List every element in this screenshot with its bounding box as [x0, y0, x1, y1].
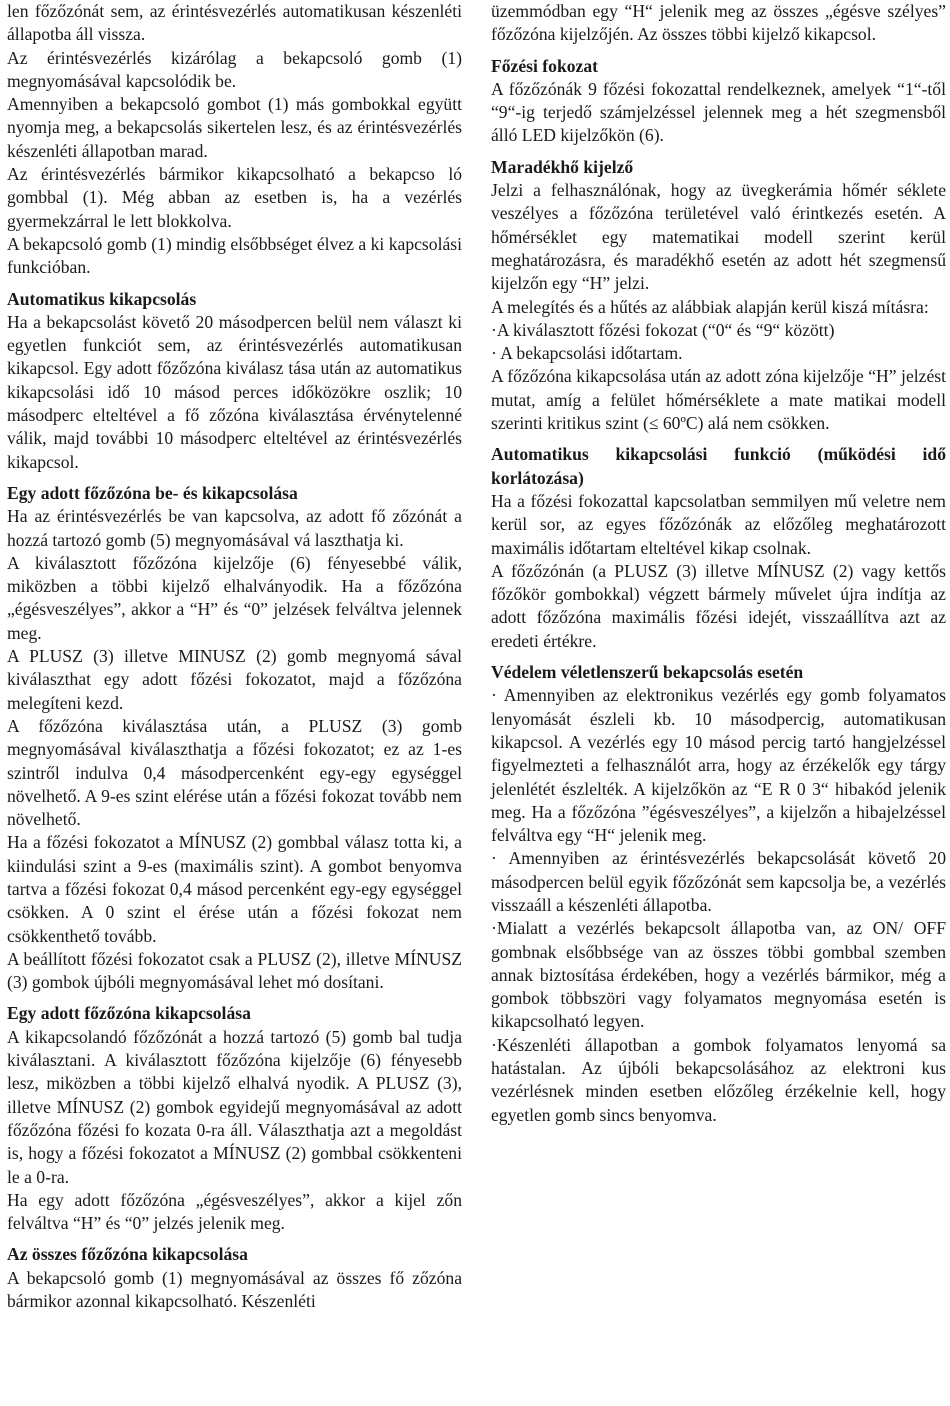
paragraph: A bekapcsoló gomb (1) mindig elsőbbséget élvez a ki kapcsolási funkcióban.: [7, 233, 462, 278]
list-item: · A bekapcsolási időtartam.: [491, 343, 683, 364]
paragraph: A PLUSZ (3) illetve MINUSZ (2) gomb megnyomá sával kiválaszthat egy adott főzési fokozatot, majd a főzőzóna melegíteni kezd.: [7, 646, 462, 713]
section-heading-auto-off: Automatikus kikapcsolás: [7, 288, 197, 309]
section-heading-auto-off-function: Automatikus kikapcsolási funkció (működési idő korlátozása): [491, 444, 946, 488]
paragraph: A melegítés és a hűtés az alábbiak alapján kerül kiszá mításra:: [491, 296, 929, 317]
paragraph: Amennyiben a bekapcsoló gombot (1) más gombokkal együtt nyomja meg, a bekapcsolás sikertelen lesz, és az érintésvezérlés készenléti állapotban marad.: [7, 94, 462, 161]
paragraph: ·Készenléti állapotban a gombok folyamatos lenyomá sa hatástalan. Az újbóli bekapcsolásához az elektroni kus vezérlésnek minden esetben előzőleg érzékelnie kell, hogy egyetlen gomb sincs benyomva.: [491, 1034, 946, 1125]
paragraph: Az érintésvezérlés kizárólag a bekapcsoló gomb (1) megnyomásával kapcsolódik be.: [7, 47, 462, 91]
section-heading-cooking-level: Főzési fokozat: [491, 55, 598, 76]
section-heading-zone-on-off: Egy adott főzőzóna be- és kikapcsolása: [7, 482, 298, 503]
paragraph: üzemmódban egy “H“ jelenik meg az összes „égésve szélyes” főzőzóna kijelzőjén. Az összes többi kijelző kikapcsol.: [491, 1, 946, 45]
paragraph: A főzőzónán (a PLUSZ (3) illetve MÍNUSZ (2) vagy kettős főzőkör gombokkal) végzett bármely művelet újra indítja az adott főzőzóna maximális főzési idejét, visszaállítva azt az eredeti értékre.: [491, 560, 946, 651]
paragraph: len főzőzónát sem, az érintésvezérlés automatikusan készenléti állapotba áll vissza.: [7, 1, 462, 45]
paragraph: Az érintésvezérlés bármikor kikapcsolható a bekapcso ló gombbal (1). Még abban az esetben is, ha a vezérlés gyermekzárral le lett blokkolva.: [7, 164, 462, 231]
left-column: [7, 0, 462, 1313]
paragraph: Ha a főzési fokozatot a MÍNUSZ (2) gombbal válasz totta ki, a kiindulási szint a 9-es (maximális szint). A gombot benyomva tartva a főzési fokozat 0,4 másod percenként egy-egy egységgel csökken. A 0 szint el érése után a főzési fokozat nem csökkenthető tovább.: [7, 832, 462, 946]
paragraph: A kiválasztott főzőzóna kijelzője (6) fényesebbé válik, miközben a többi kijelző elhalványodik. Ha a főzőzóna „égésveszélyes”, akkor a “H” és “0” jelzések felváltva jelennek meg.: [7, 552, 462, 643]
right-column: [491, 0, 946, 1127]
paragraph: Ha a bekapcsolást követő 20 másodpercen belül nem választ ki egyetlen funkciót sem, az érintésvezérlés automatikusan kikapcsol. Egy adott főzőzóna kiválasz tása után az automatikus kikapcsolási idő 10 másod perces időközökre oszlik; 10 másodperc elteltével a fő zőzóna kiválasztása érvénytelenné válik, majd további 10 másodperc elteltével az érintésvezérlés kikapcsol.: [7, 311, 462, 472]
paragraph: Jelzi a felhasználónak, hogy az üvegkerámia hőmér séklete veszélyes a főzőzóna területével való érintkezés esetén. A hőmérséklet egy matematikai modell szerint kerül meghatározásra, és maradékhő esetén az adott hét szegmensű kijelzőn egy “H” jelzi.: [491, 180, 946, 294]
section-heading-all-off: Az összes főzőzóna kikapcsolása: [7, 1244, 248, 1265]
list-item: ·A kiválasztott főzési fokozat (“0“ és “9“ között): [491, 319, 835, 340]
paragraph: A főzőzóna kiválasztása után, a PLUSZ (3) gomb megnyomásával kiválaszthatja a főzési fokozatot; ez az 1-es szintről indulva 0,4 másodpercenként egy-egy egységgel növelhető. A 9-es szint elérése után a főzési fokozat tovább nem növelhető.: [7, 715, 462, 830]
paragraph: Ha az érintésvezérlés be van kapcsolva, az adott fő zőzónát a hozzá tartozó gomb (5) megnyomásával vá laszthatja ki.: [7, 506, 462, 550]
paragraph: Ha a főzési fokozattal kapcsolatban semmilyen mű veletre nem kerül sor, az egyes főzőzónák az előzőleg meghatározott maximális időtartam elteltével kikap csolnak.: [491, 490, 946, 558]
paragraph: Ha egy adott főzőzóna „égésveszélyes”, akkor a kijel zőn felváltva “H” és “0” jelzés jelenik meg.: [7, 1189, 462, 1234]
paragraph: A főzőzónák 9 főzési fokozattal rendelkeznek, amelyek “1“-től “9“-ig terjedő számjelzéssel jelennek meg a hét szegmensből álló LED kijelzőkön (6).: [491, 78, 946, 146]
section-heading-zone-off: Egy adott főzőzóna kikapcsolása: [7, 1003, 251, 1024]
paragraph: A beállított főzési fokozatot csak a PLUSZ (2), illetve MÍNUSZ (3) gombok újbóli megnyomásával lehet mó dosítani.: [7, 948, 462, 993]
paragraph: ·Mialatt a vezérlés bekapcsolt állapotba van, az ON/ OFF gombnak elsőbbsége van az összes többi gombbal szemben annak biztosítása érdekében, hogy a vezérlés bármikor, még a gombok többszöri vagy folyamatos megnyomása esetén is kikapcsolható legyen.: [491, 918, 946, 1032]
paragraph: A bekapcsoló gomb (1) megnyomásával az összes fő zőzóna bármikor azonnal kikapcsolható. Készenléti: [7, 1267, 462, 1312]
paragraph: A kikapcsolandó főzőzónát a hozzá tartozó (5) gomb bal tudja kiválasztani. A kiválasztott főzőzóna kijelzője (6) fényesebb lesz, miközben a többi kijelző elhalvá nyodik. A PLUSZ (3), illetve MÍNUSZ (2) gombok egyidejű megnyomásával az adott főzőzóna főzési fo kozata 0-ra áll. Választhatja azt a megoldást is, hogy a főzési fokozatot a MÍNUSZ (2) gombbal csökkenteni le a 0-ra.: [7, 1026, 462, 1187]
section-heading-residual-heat: Maradékhő kijelző: [491, 156, 634, 177]
paragraph: A főzőzóna kikapcsolása után az adott zóna kijelzője “H” jelzést mutat, amíg a felület hőmérséklete a mate matikai modell szerinti kritikus szint (≤ 60ºC) alá nem csökken.: [491, 366, 946, 434]
section-heading-protection: Védelem véletlenszerű bekapcsolás esetén: [491, 662, 804, 683]
paragraph: · Amennyiben az érintésvezérlés bekapcsolását követő 20 másodpercen belül egyik főzőzónát sem kapcsolja be, a vezérlés visszaáll a készenléti állapotba.: [491, 848, 946, 915]
paragraph: · Amennyiben az elektronikus vezérlés egy gomb folyamatos lenyomását észleli kb. 10 másodpercig, automatikusan kikapcsol. A vezérlés egy 10 másod percig tartó hangjelzéssel figyelmezteti a felhasználót arra, hogy az érzékelők egy tárgy jelenlétét észlelték. A kijelzőkön az “E R 0 3“ hibakód jelenik meg. Ha a főzőzóna ”égésveszélyes”, a kijelzőn a hibajelzéssel felváltva egy “H“ jelenik meg.: [491, 685, 946, 846]
